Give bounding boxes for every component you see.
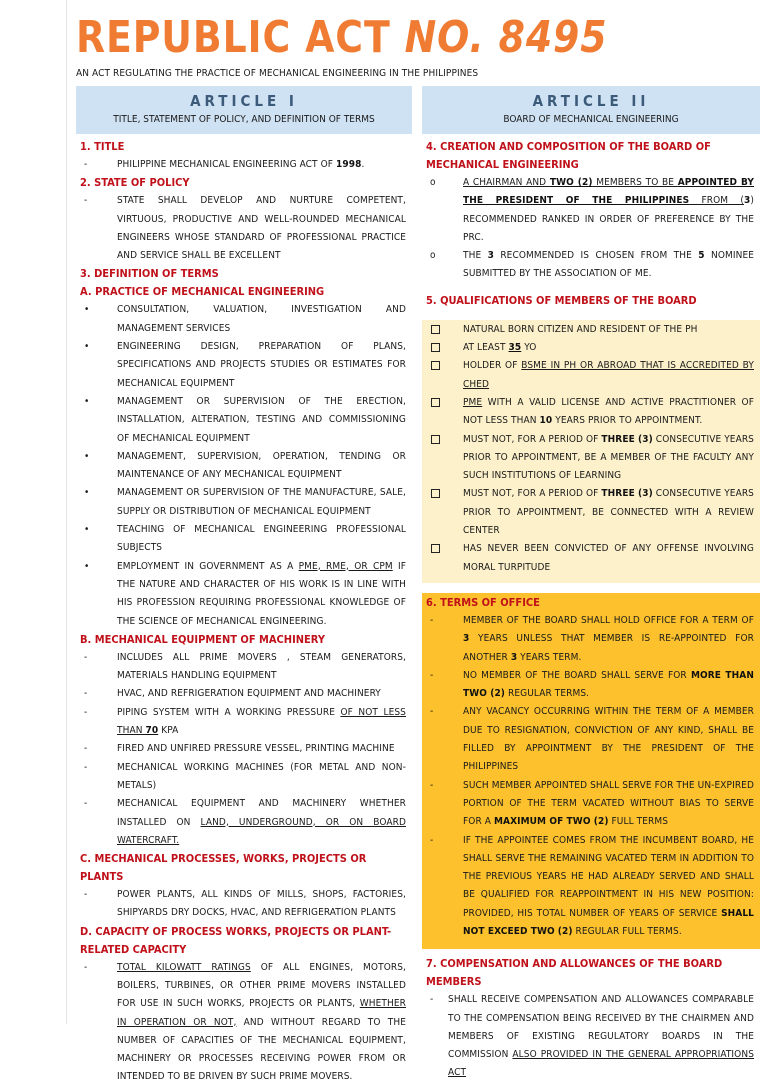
- terms-list: [422, 612, 760, 941]
- list-item: • EMPLOYMENT IN GOVERNMENT AS A PME, RME, OR CPM IF THE NATURE AND CHARACTER OF HIS WORK IS IN LINE WITH HIS PROFESSION REQUIRING PROFESSIONAL KNOWLEDGE OF THE SCIENCE OF MECHANICAL ENGINEERING.: [84, 560, 406, 627]
- qualifications-box: [422, 320, 760, 583]
- list-item: - ANY VACANCY OCCURRING WITHIN THE TERM OF A MEMBER DUE TO RESIGNATION, CONVICTION OF ANY KIND, SHALL BE FILLED BY APPOINTMENT BY THE PRESIDENT OF THE PHILIPPINES: [430, 706, 754, 773]
- definition-of-terms-heading: 3. DEFINITION OF TERMS: [80, 267, 219, 281]
- list-item: o THE 3 RECOMMENDED IS CHOSEN FROM THE 5 NOMINEE SUBMITTED BY THE ASSOCIATION OF ME.: [430, 250, 755, 280]
- section-title-heading: 1. TITLE: [80, 140, 125, 153]
- state-of-policy-heading: 2. STATE OF POLICY: [80, 176, 190, 190]
- checkbox-icon: [431, 361, 440, 370]
- list-item: - MECHANICAL WORKING MACHINES (FOR METAL AND NON-METALS): [84, 761, 406, 791]
- list-item: - TOTAL KILOWATT RATINGS OF ALL ENGINES, MOTORS, BOILERS, TURBINES, OR OTHER PRIME MOVERS INSTALLED FOR USE IN SUCH WORKS, PROJECTS OR PLANTS, WHETHER IN OPERATION OR NOT, AND WITHOUT REGARD TO THE NUMBER OF CAPACITIES OF THE MECHANICAL EQUIPMENT, MACHINERY OR PROCESSES RECEIVING POWER FROM OR INTENDED TO BE DRIVEN BY SUCH PRIME MOVERS.: [84, 961, 406, 1083]
- article-1-header: [76, 86, 412, 134]
- checkbox-icon: [431, 343, 440, 352]
- equipment-list: [76, 649, 412, 850]
- capacity-list: [76, 959, 412, 1087]
- list-item: - SHALL RECEIVE COMPENSATION AND ALLOWANCES COMPARABLE TO THE COMPENSATION BEING RECEIVED BY THE CHAIRMEN AND MEMBERS OF EXISTING REGULATORY BOARDS IN THE COMMISSION ALSO PROVIDED IN THE GENERAL APPROPRIATIONS ACT: [430, 994, 755, 1079]
- checkbox-icon: [431, 489, 440, 498]
- checkbox-icon: [431, 435, 440, 444]
- terms-of-office-heading: 6. TERMS OF OFFICE: [426, 595, 540, 609]
- list-item: • TEACHING OF MECHANICAL ENGINEERING PROFESSIONAL SUBJECTS: [84, 524, 406, 554]
- article-2-header: [422, 86, 760, 134]
- checklist-item: NATURAL BORN CITIZEN AND RESIDENT OF THE PH: [422, 321, 760, 339]
- page-edge-line: [66, 0, 67, 1024]
- processes-list: [76, 886, 412, 923]
- page-title: [76, 12, 607, 64]
- list-item: - SUCH MEMBER APPOINTED SHALL SERVE FOR THE UN-EXPIRED PORTION OF THE TERM VACATED WITHOUT BIAS TO SERVE FOR A MAXIMUM OF TWO (2) FULL TERMS: [430, 779, 754, 828]
- checklist-item: MUST NOT, FOR A PERIOD OF THREE (3) CONSECUTIVE YEARS PRIOR TO APPOINTMENT, BE CONNECTED WITH A REVIEW CENTER: [422, 485, 760, 540]
- title-main: REPUBLIC ACT: [76, 12, 405, 63]
- checkbox-icon: [431, 398, 440, 407]
- terms-of-office-box: [422, 593, 760, 949]
- page-subtitle: AN ACT REGULATING THE PRACTICE OF MECHANICAL ENGINEERING IN THE PHILIPPINES: [76, 68, 479, 79]
- practice-heading: A. PRACTICE OF MECHANICAL ENGINEERING: [80, 285, 325, 299]
- policy-list: [76, 192, 412, 265]
- list-item: • MANAGEMENT OR SUPERVISION OF THE MANUFACTURE, SALE, SUPPLY OR DISTRIBUTION OF MECHANICAL EQUIPMENT: [84, 487, 406, 517]
- article-1-label: ARTICLE I: [190, 92, 298, 110]
- list-item: - HVAC, AND REFRIGERATION EQUIPMENT AND MACHINERY: [84, 688, 381, 700]
- composition-list: [422, 174, 760, 284]
- list-item: • MANAGEMENT OR SUPERVISION OF THE ERECTION, INSTALLATION, ALTERATION, TESTING AND COMMISSIONING OF MECHANICAL EQUIPMENT: [84, 395, 406, 444]
- checklist-item: HOLDER OF BSME IN PH OR ABROAD THAT IS ACCREDITED BY CHED: [422, 357, 760, 394]
- mechanical-equipment-heading: B. MECHANICAL EQUIPMENT OF MACHINERY: [80, 632, 325, 646]
- checklist-item: AT LEAST 35 YO: [422, 339, 760, 357]
- list-item: - PIPING SYSTEM WITH A WORKING PRESSURE OF NOT LESS THAN 70 KPA: [84, 706, 406, 737]
- qualifications-list: [422, 321, 760, 577]
- title-list: [76, 156, 412, 174]
- list-item: - NO MEMBER OF THE BOARD SHALL SERVE FOR MORE THAN TWO (2) REGULAR TERMS.: [430, 669, 754, 700]
- practice-list: [76, 301, 412, 630]
- qualifications-heading: 5. QUALIFICATIONS OF MEMBERS OF THE BOARD: [426, 293, 697, 307]
- list-item: - STATE SHALL DEVELOP AND NURTURE COMPETENT, VIRTUOUS, PRODUCTIVE AND WELL-ROUNDED MECHANICAL ENGINEERS WHOSE STANDARD OF PROFESSIONAL PRACTICE AND SERVICE SHALL BE EXCELLENT: [84, 195, 406, 262]
- list-item: • MANAGEMENT, SUPERVISION, OPERATION, TENDING OR MAINTENANCE OF ANY MECHANICAL EQUIPMENT: [84, 450, 406, 481]
- article-2-label: ARTICLE II: [532, 92, 650, 110]
- creation-composition-heading: 4. CREATION AND COMPOSITION OF THE BOARD OF MECHANICAL ENGINEERING: [426, 140, 711, 171]
- compensation-list: [422, 991, 760, 1082]
- list-item: • CONSULTATION, VALUATION, INVESTIGATION AND MANAGEMENT SERVICES: [84, 304, 406, 334]
- mechanical-processes-heading: C. MECHANICAL PROCESSES, WORKS, PROJECTS OR PLANTS: [80, 852, 367, 884]
- list-item: - POWER PLANTS, ALL KINDS OF MILLS, SHOPS, FACTORIES, SHIPYARDS DRY DOCKS, HVAC, AND REFRIGERATION PLANTS: [84, 889, 406, 919]
- article-1-subtitle: TITLE, STATEMENT OF POLICY, AND DEFINITION OF TERMS: [113, 114, 375, 125]
- checklist-item: MUST NOT, FOR A PERIOD OF THREE (3) CONSECUTIVE YEARS PRIOR TO APPOINTMENT, BE A MEMBER OF THE FACULTY ANY SUCH INSTITUTIONS OF LEARNING: [422, 431, 760, 486]
- list-item: • ENGINEERING DESIGN, PREPARATION OF PLANS, SPECIFICATIONS AND PROJECTS STUDIES OR ESTIMATES FOR MECHANICAL EQUIPMENT: [84, 341, 406, 389]
- list-item: - MEMBER OF THE BOARD SHALL HOLD OFFICE FOR A TERM OF 3 YEARS UNLESS THAT MEMBER IS RE-APPOINTED FOR ANOTHER 3 YEARS TERM.: [430, 614, 754, 663]
- list-item: o A CHAIRMAN AND TWO (2) MEMBERS TO BE APPOINTED BY THE PRESIDENT OF THE PHILIPPINES FROM (3) RECOMMENDED RANKED IN ORDER OF PREFERENCE BY THE PRC.: [430, 177, 755, 243]
- list-item: - PHILIPPINE MECHANICAL ENGINEERING ACT OF 1998.: [84, 159, 365, 170]
- article-2-subtitle: BOARD OF MECHANICAL ENGINEERING: [503, 114, 679, 125]
- checklist-item: PME WITH A VALID LICENSE AND ACTIVE PRACTITIONER OF NOT LESS THAN 10 YEARS PRIOR TO APPOINTMENT.: [422, 394, 760, 431]
- list-item: - INCLUDES ALL PRIME MOVERS , STEAM GENERATORS, MATERIALS HANDLING EQUIPMENT: [84, 651, 406, 682]
- article-2-column: [422, 86, 760, 1083]
- capacity-heading: D. CAPACITY OF PROCESS WORKS, PROJECTS OR PLANT-RELATED CAPACITY: [80, 924, 392, 956]
- list-item: - IF THE APPOINTEE COMES FROM THE INCUMBENT BOARD, HE SHALL SERVE THE REMAINING VACATED TERM IN ADDITION TO THE PREVIOUS YEARS HE HAD ALREADY SERVED AND SHALL BE QUALIFIED FOR REAPPOINTMENT IN HIS NEW POSITION: PROVIDED, HIS TOTAL NUMBER OF YEARS OF SERVICE SHALL NOT EXCEED TWO (2) REGULAR FULL TERMS.: [430, 834, 754, 937]
- checkbox-icon: [431, 544, 440, 553]
- checkbox-icon: [431, 325, 440, 334]
- list-item: - MECHANICAL EQUIPMENT AND MACHINERY WHETHER INSTALLED ON LAND, UNDERGROUND, OR ON BOARD WATERCRAFT.: [84, 798, 406, 846]
- title-number: NO. 8495: [404, 12, 608, 63]
- list-item: - FIRED AND UNFIRED PRESSURE VESSEL, PRINTING MACHINE: [84, 743, 395, 755]
- checklist-item: HAS NEVER BEEN CONVICTED OF ANY OFFENSE INVOLVING MORAL TURPITUDE: [422, 540, 760, 577]
- article-1-column: [76, 86, 412, 1087]
- compensation-heading: 7. COMPENSATION AND ALLOWANCES OF THE BOARD MEMBERS: [426, 957, 723, 989]
